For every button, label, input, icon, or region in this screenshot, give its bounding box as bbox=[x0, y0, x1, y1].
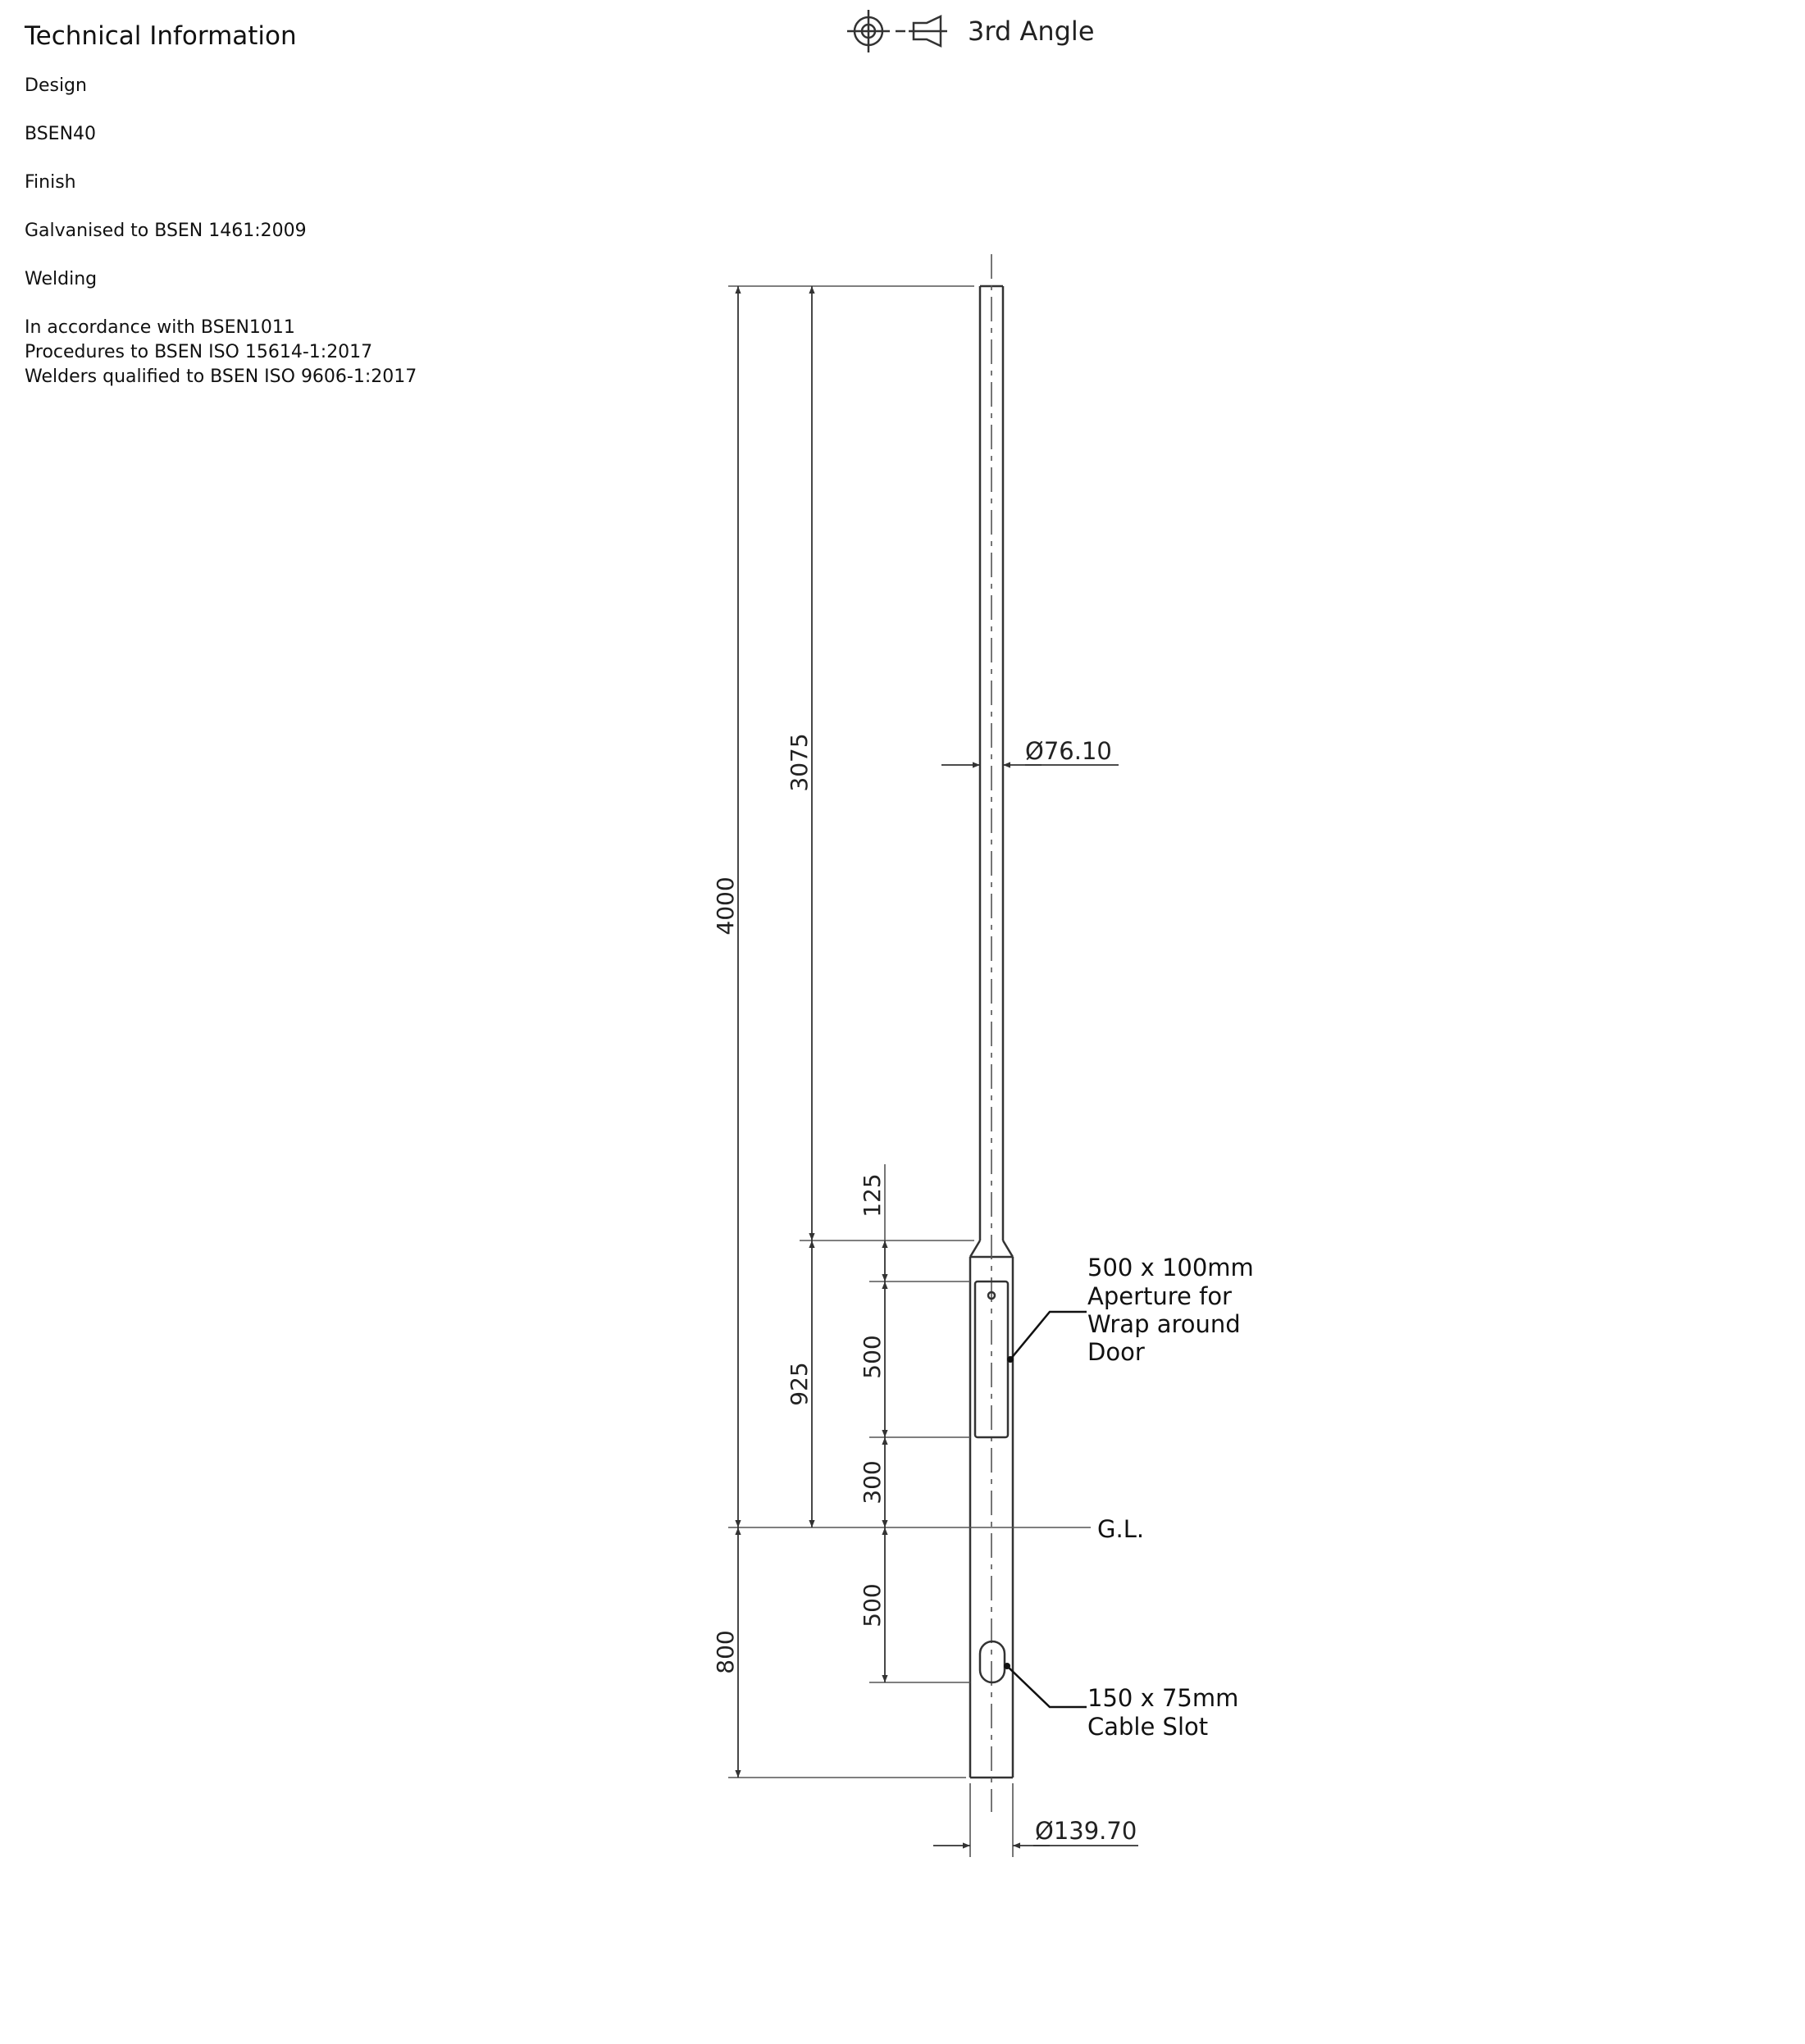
technical-information-title: Technical Information bbox=[25, 21, 297, 51]
dimension-planting-depth: 800 bbox=[712, 1630, 739, 1674]
door-aperture-callout-line: 500 x 100mm bbox=[1087, 1254, 1254, 1281]
dimension-lower-above-ground: 925 bbox=[786, 1362, 813, 1406]
top-diameter-label: Ø76.10 bbox=[1025, 737, 1112, 765]
dimension-door-length: 500 bbox=[859, 1335, 886, 1379]
welding-line: Procedures to BSEN ISO 15614-1:2017 bbox=[25, 342, 373, 362]
welding-line: In accordance with BSEN1011 bbox=[25, 317, 295, 338]
door-leader-dot bbox=[1007, 1356, 1014, 1363]
welding-label: Welding bbox=[25, 269, 98, 289]
callout-leaders bbox=[1007, 1312, 1087, 1707]
slot-leader-dot bbox=[1004, 1663, 1010, 1669]
finish-value: Galvanised to BSEN 1461:2009 bbox=[25, 221, 307, 241]
design-value: BSEN40 bbox=[25, 124, 97, 144]
extension-lines bbox=[728, 286, 1091, 1857]
projection-circle-icon bbox=[847, 10, 890, 52]
door-aperture-callout-line: Wrap around bbox=[1087, 1310, 1241, 1338]
ground-level-label: G.L. bbox=[1097, 1515, 1145, 1543]
projection-cone-icon bbox=[909, 16, 947, 46]
dimension-slot-below-ground: 500 bbox=[859, 1583, 886, 1627]
projection-label: 3rd Angle bbox=[968, 16, 1095, 47]
dimension-overall-height: 4000 bbox=[712, 876, 739, 936]
dimension-upper-section: 3075 bbox=[786, 733, 813, 792]
cable-slot-callout-line: 150 x 75mm bbox=[1087, 1684, 1239, 1712]
welding-line: Welders qualified to BSEN ISO 9606-1:2017 bbox=[25, 366, 417, 387]
cable-slot bbox=[980, 1641, 1005, 1682]
door-aperture-callout-line: Aperture for bbox=[1087, 1282, 1232, 1310]
finish-label: Finish bbox=[25, 172, 76, 193]
base-diameter-label: Ø139.70 bbox=[1035, 1817, 1137, 1845]
door-aperture-callout-line: Door bbox=[1087, 1338, 1145, 1366]
cable-slot-callout-line: Cable Slot bbox=[1087, 1713, 1209, 1741]
dimension-lines bbox=[738, 286, 885, 1778]
dimension-transition: 125 bbox=[859, 1173, 886, 1218]
dimension-door-to-ground: 300 bbox=[859, 1460, 886, 1505]
design-label: Design bbox=[25, 75, 87, 96]
third-angle-projection-symbol bbox=[847, 10, 1095, 52]
